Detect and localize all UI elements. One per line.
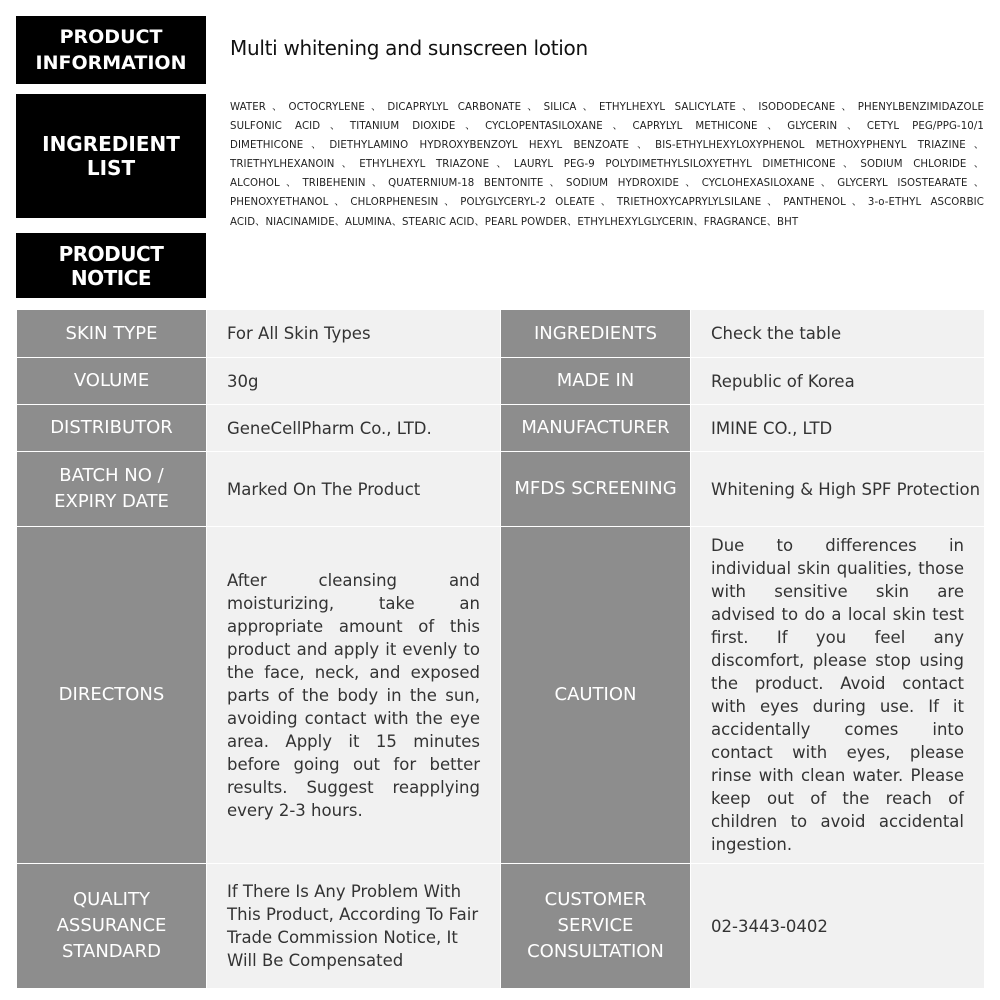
table-row xyxy=(17,310,985,358)
ingredient-list-heading: INGREDIENT LIST xyxy=(16,94,206,218)
customer-service-phone: 02-3443-0402 xyxy=(691,864,985,989)
caution-value: Due to differences in individual skin qualities, those with sensitive skin are advised to do a local skin test first. If you feel any discomfort, please stop using the product. Avoid contact with eyes during use. If it accidentally comes into contact with eyes, please rinse with clean water. Please keep out of the reach of children to avoid accidental ingestion. xyxy=(691,527,985,864)
made-in-label: MADE IN xyxy=(501,358,691,405)
ingredient-line: ALCOHOL、TRIBEHENIN、QUATERNIUM-18 BENTONITE、SODIUM HYDROXIDE、CYCLOHEXASILOXANE、GLYCERYL ISOSTEARATE、 xyxy=(230,178,984,190)
caution-label: CAUTION xyxy=(501,527,691,864)
skin-type-value: For All Skin Types xyxy=(207,310,501,358)
volume-label: VOLUME xyxy=(17,358,207,405)
distributor-label: DISTRIBUTOR xyxy=(17,405,207,452)
consultation-label-line: CONSULTATION xyxy=(527,941,664,962)
assurance-label-line: ASSURANCE xyxy=(56,915,167,936)
ingredients-value: Check the table xyxy=(691,310,985,358)
product-information-heading: PRODUCT INFORMATION xyxy=(16,16,206,84)
ingredient-list xyxy=(230,98,984,232)
table-row xyxy=(17,527,985,864)
quality-assurance-value: If There Is Any Problem With This Product, According To Fair Trade Commission Notice, It Will Be Compensated xyxy=(207,864,501,989)
table-row xyxy=(17,452,985,527)
ingredient-line: SULFONIC ACID、TITANIUM DIOXIDE、CYCLOPENTASILOXANE、CAPRYLYL METHICONE、GLYCERIN、CETYL PEG/PPG-10/1 xyxy=(230,121,984,133)
ingredient-line: WATER、OCTOCRYLENE、DICAPRYLYL CARBONATE、SILICA、ETHYLHEXYL SALICYLATE、ISODODECANE、PHENYLBENZIMIDAZOLE xyxy=(230,102,984,113)
ingredient-line: ACID、NIACINAMIDE、ALUMINA、STEARIC ACID、PEARL POWDER、ETHYLHEXYLGLYCERIN、FRAGRANCE、BHT xyxy=(230,216,799,228)
batch-label-line: BATCH NO / xyxy=(59,465,164,486)
customer-service-label xyxy=(501,864,691,989)
service-label-line: SERVICE xyxy=(557,915,634,936)
skin-type-label: SKIN TYPE xyxy=(17,310,207,358)
ingredient-line: DIMETHICONE、DIETHYLAMINO HYDROXYBENZOYL HEXYL BENZOATE、BIS-ETHYLHEXYLOXYPHENOL METHOXYPHENYL TRIAZINE、 xyxy=(230,140,984,152)
product-notice-heading: PRODUCT NOTICE xyxy=(16,233,206,298)
quality-assurance-label xyxy=(17,864,207,989)
directions-value: After cleansing and moisturizing, take an appropriate amount of this product and apply it evenly to the face, neck, and exposed parts of the body in the sun, avoiding contact with the eye area. Apply it 15 minutes before going out for better results. Suggest reapplying every 2-3 hours. xyxy=(207,527,501,864)
mfds-screening-label: MFDS SCREENING xyxy=(501,452,691,527)
made-in-value: Republic of Korea xyxy=(691,358,985,405)
customer-label-line: CUSTOMER xyxy=(544,889,647,910)
product-name: Multi whitening and sunscreen lotion xyxy=(230,36,588,60)
ingredients-label: INGREDIENTS xyxy=(501,310,691,358)
mfds-screening-value: Whitening & High SPF Protection xyxy=(691,452,985,527)
manufacturer-label: MANUFACTURER xyxy=(501,405,691,452)
quality-label-line: QUALITY xyxy=(73,889,150,910)
product-notice-table xyxy=(16,309,985,989)
table-row xyxy=(17,358,985,405)
standard-label-line: STANDARD xyxy=(61,941,162,962)
ingredient-line: PHENOXYETHANOL、CHLORPHENESIN、POLYGLYCERYL-2 OLEATE、TRIETHOXYCAPRYLYLSILANE、PANTHENOL、3-o-ETHYL ASCORBIC xyxy=(230,197,984,209)
distributor-value: GeneCellPharm Co., LTD. xyxy=(207,405,501,452)
expiry-label-line: EXPIRY DATE xyxy=(54,491,169,512)
directions-label: DIRECTONS xyxy=(17,527,207,864)
manufacturer-value: IMINE CO., LTD xyxy=(691,405,985,452)
ingredient-line: TRIETHYLHEXANOIN、ETHYLHEXYL TRIAZONE、LAURYL PEG-9 POLYDIMETHYLSILOXYETHYL DIMETHICONE、SODIUM CHLORIDE、 xyxy=(230,159,984,171)
table-row xyxy=(17,405,985,452)
batch-expiry-value: Marked On The Product xyxy=(207,452,501,527)
batch-expiry-label xyxy=(17,452,207,527)
table-row xyxy=(17,864,985,989)
volume-value: 30g xyxy=(207,358,501,405)
